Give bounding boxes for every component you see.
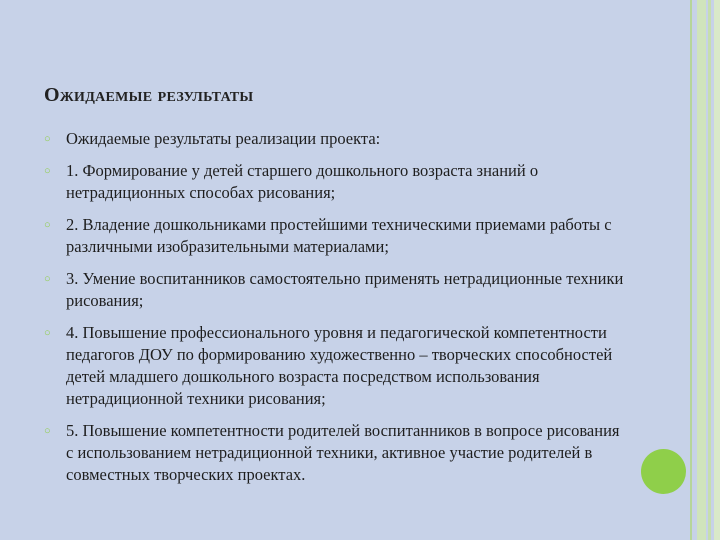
list-item [44,268,624,312]
list-item [44,160,624,204]
bullet-icon: ○ [44,327,51,339]
bullet-list [44,128,624,496]
bullet-icon: ○ [44,133,51,145]
decorative-stripe [697,0,706,540]
bullet-text: 1. Формирование у детей старшего дошкольного возраста знаний о нетрадиционных способах рисования; [66,161,539,202]
green-circle-icon [641,449,686,494]
bullet-text: 5. Повышение компетентности родителей воспитанников в вопросе рисования с использованием нетрадиционной техники, активное участие родителей в совместных творческих проектах. [66,421,620,484]
decorative-stripe [690,0,692,540]
decorative-stripe [714,0,720,540]
decorative-stripe [708,0,711,540]
bullet-text: 2. Владение дошкольниками простейшими техническими приемами работы с различными изобразительными материалами; [66,215,612,256]
bullet-icon: ○ [44,219,51,231]
bullet-icon: ○ [44,273,51,285]
slide-title: Ожидаемые результаты [44,84,254,106]
list-item [44,214,624,258]
bullet-text: 4. Повышение профессионального уровня и педагогической компетентности педагогов ДОУ по формированию художественно – творческих способностей детей младшего дошкольного возраста посредством использования нетрадиционной техники рисования; [66,323,613,408]
bullet-text: Ожидаемые результаты реализации проекта: [66,129,381,148]
bullet-icon: ○ [44,165,51,177]
bullet-icon: ○ [44,425,51,437]
list-item [44,420,624,486]
list-item [44,128,624,150]
list-item [44,322,624,410]
bullet-text: 3. Умение воспитанников самостоятельно применять нетрадиционные техники рисования; [66,269,624,310]
